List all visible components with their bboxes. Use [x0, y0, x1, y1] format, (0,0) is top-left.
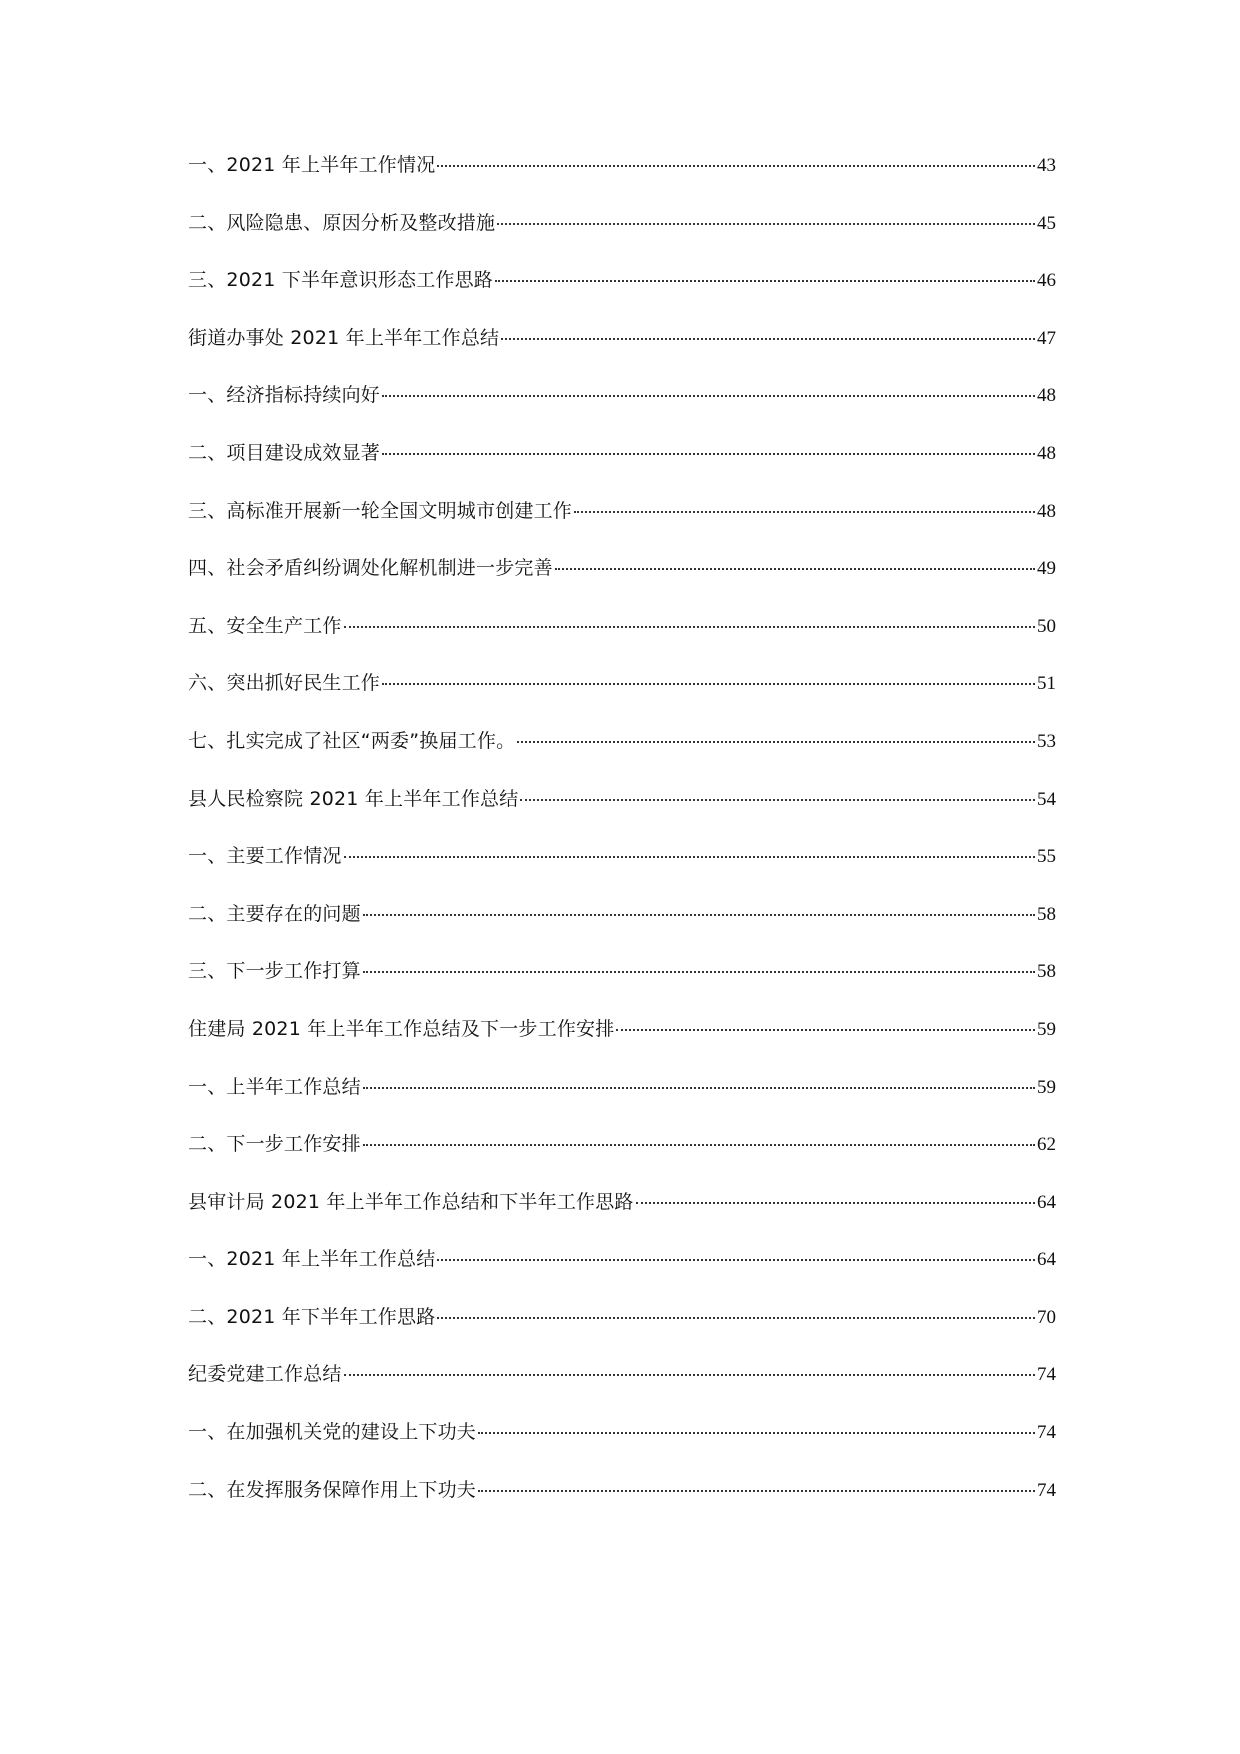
toc-entry[interactable] [188, 441, 1056, 499]
toc-entry-title: 六、突出抓好民生工作 [188, 672, 381, 695]
toc-entry-page-number: 74 [1037, 1422, 1056, 1444]
toc-dot-leader [517, 741, 1035, 743]
toc-entry-page-number: 58 [1037, 903, 1056, 925]
toc-dot-leader [382, 395, 1035, 397]
toc-entry[interactable] [188, 153, 1056, 211]
toc-entry[interactable] [188, 959, 1056, 1017]
toc-entry[interactable] [188, 1132, 1056, 1190]
toc-entry[interactable] [188, 1478, 1056, 1536]
toc-entry-page-number: 58 [1037, 961, 1056, 983]
toc-entry-title: 纪委党建工作总结 [188, 1363, 342, 1386]
toc-dot-leader [363, 1087, 1035, 1089]
toc-entry-title: 七、扎实完成了社区“两委”换届工作。 [188, 729, 516, 752]
toc-entry-title: 一、主要工作情况 [188, 845, 342, 868]
toc-entry[interactable] [188, 211, 1056, 269]
toc-entry[interactable] [188, 1190, 1056, 1248]
toc-entry[interactable] [188, 326, 1056, 384]
toc-entry[interactable] [188, 1017, 1056, 1075]
toc-dot-leader [574, 511, 1035, 513]
toc-dot-leader [501, 338, 1035, 340]
toc-dot-leader [437, 1259, 1035, 1261]
toc-entry-title: 县审计局 2021 年上半年工作总结和下半年工作思路 [188, 1190, 634, 1213]
toc-entry-page-number: 59 [1037, 1076, 1056, 1098]
toc-entry-page-number: 64 [1037, 1249, 1056, 1271]
toc-entry-page-number: 55 [1037, 846, 1056, 868]
toc-entry-page-number: 53 [1037, 730, 1056, 752]
toc-entry-title: 三、下一步工作打算 [188, 960, 361, 983]
toc-dot-leader [520, 799, 1035, 801]
toc-dot-leader [363, 971, 1035, 973]
toc-entry-page-number: 51 [1037, 673, 1056, 695]
toc-entry[interactable] [188, 844, 1056, 902]
toc-entry-title: 三、2021 下半年意识形态工作思路 [188, 269, 493, 292]
toc-entry-title: 一、2021 年上半年工作情况 [188, 154, 436, 176]
toc-entry[interactable] [188, 729, 1056, 787]
toc-entry[interactable] [188, 499, 1056, 557]
toc-entry-page-number: 45 [1037, 212, 1056, 234]
toc-entry-page-number: 50 [1037, 615, 1056, 637]
toc-entry-page-number: 74 [1037, 1364, 1056, 1386]
toc-dot-leader [478, 1432, 1035, 1434]
toc-entry-page-number: 48 [1037, 442, 1056, 464]
toc-entry[interactable] [188, 556, 1056, 614]
toc-entry-page-number: 70 [1037, 1306, 1056, 1328]
toc-entry[interactable] [188, 902, 1056, 960]
toc-entry-title: 县人民检察院 2021 年上半年工作总结 [188, 787, 519, 810]
toc-entry-page-number: 64 [1037, 1191, 1056, 1213]
toc-entry-title: 二、下一步工作安排 [188, 1133, 361, 1156]
toc-entry[interactable] [188, 787, 1056, 845]
toc-entry-title: 一、上半年工作总结 [188, 1075, 361, 1098]
toc-dot-leader [363, 1144, 1035, 1146]
toc-entry[interactable] [188, 383, 1056, 441]
toc-dot-leader [382, 683, 1035, 685]
toc-dot-leader [437, 1317, 1035, 1319]
toc-entry-page-number: 54 [1037, 788, 1056, 810]
toc-dot-leader [636, 1202, 1035, 1204]
toc-dot-leader [478, 1490, 1035, 1492]
toc-entry-page-number: 47 [1037, 327, 1056, 349]
toc-entry-page-number: 48 [1037, 500, 1056, 522]
toc-entry-title: 一、在加强机关党的建设上下功夫 [188, 1421, 477, 1444]
toc-entry-page-number: 74 [1037, 1479, 1056, 1501]
toc-entry-title: 二、风险隐患、原因分析及整改措施 [188, 211, 496, 234]
toc-dot-leader [555, 568, 1035, 570]
toc-entry-title: 一、2021 年上半年工作总结 [188, 1248, 436, 1271]
toc-dot-leader [497, 223, 1035, 225]
toc-entry-title: 住建局 2021 年上半年工作总结及下一步工作安排 [188, 1017, 615, 1040]
toc-dot-leader [344, 1374, 1035, 1376]
toc-entry[interactable] [188, 614, 1056, 672]
toc-dot-leader [495, 280, 1035, 282]
toc-entry-title: 三、高标准开展新一轮全国文明城市创建工作 [188, 499, 573, 522]
toc-entry-title: 二、主要存在的问题 [188, 902, 361, 925]
toc-entry-title: 四、社会矛盾纠纷调处化解机制进一步完善 [188, 557, 553, 580]
toc-entry-title: 二、2021 年下半年工作思路 [188, 1305, 436, 1328]
toc-entry-title: 街道办事处 2021 年上半年工作总结 [188, 326, 500, 349]
toc-dot-leader [437, 165, 1035, 167]
toc-dot-leader [344, 626, 1035, 628]
toc-entry-page-number: 48 [1037, 385, 1056, 407]
toc-dot-leader [616, 1029, 1035, 1031]
table-of-contents [188, 153, 1056, 1535]
toc-dot-leader [382, 453, 1035, 455]
toc-entry-page-number: 62 [1037, 1134, 1056, 1156]
toc-entry-page-number: 59 [1037, 1018, 1056, 1040]
toc-entry[interactable] [188, 1420, 1056, 1478]
toc-entry[interactable] [188, 268, 1056, 326]
toc-entry-page-number: 46 [1037, 270, 1056, 292]
toc-entry[interactable] [188, 1362, 1056, 1420]
toc-entry[interactable] [188, 1305, 1056, 1363]
toc-entry[interactable] [188, 671, 1056, 729]
toc-entry-title: 二、在发挥服务保障作用上下功夫 [188, 1478, 477, 1501]
toc-entry-page-number: 49 [1037, 558, 1056, 580]
toc-entry-title: 五、安全生产工作 [188, 614, 342, 637]
toc-entry-page-number: 43 [1037, 155, 1056, 176]
toc-entry-title: 二、项目建设成效显著 [188, 441, 381, 464]
toc-dot-leader [363, 914, 1035, 916]
toc-dot-leader [344, 856, 1035, 858]
toc-entry-title: 一、经济指标持续向好 [188, 384, 381, 407]
toc-entry[interactable] [188, 1247, 1056, 1305]
toc-entry[interactable] [188, 1075, 1056, 1133]
